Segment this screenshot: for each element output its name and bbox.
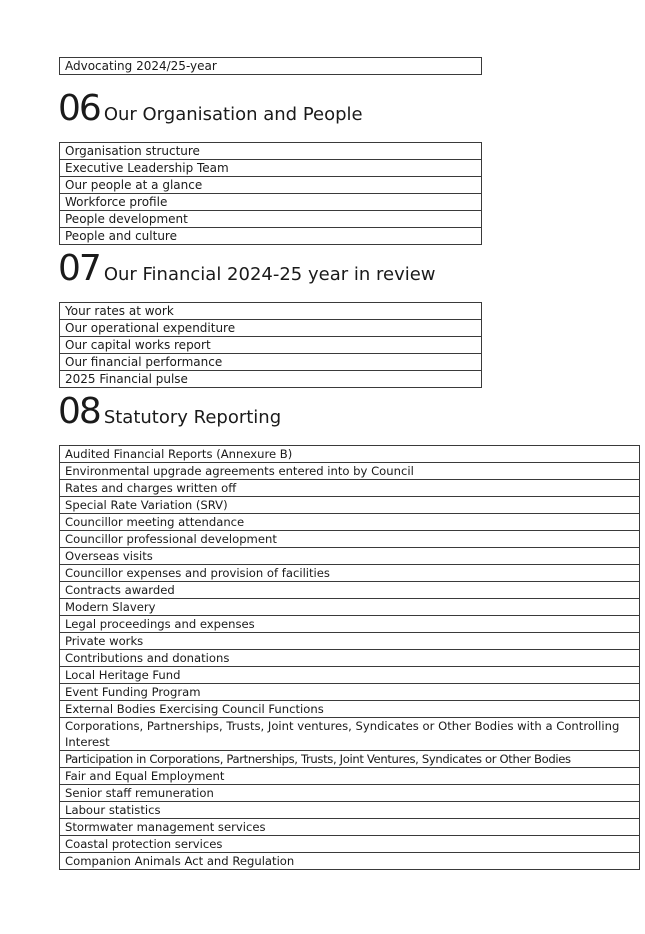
table-cell: Contributions and donations (60, 650, 640, 667)
section-title: Our Financial 2024-25 year in review (103, 264, 436, 285)
table-cell: Private works (60, 633, 640, 650)
table-cell: Corporations, Partnerships, Trusts, Joint ventures, Syndicates or Other Bodies with a Controlling Interest (60, 718, 640, 751)
table-cell: Advocating 2024/25-year (60, 58, 482, 75)
table-cell: Modern Slavery (60, 599, 640, 616)
table-cell: Contracts awarded (60, 582, 640, 599)
table-row (60, 616, 640, 633)
table-cell: Event Funding Program (60, 684, 640, 701)
intro-table (59, 57, 482, 75)
table-cell: Local Heritage Fund (60, 667, 640, 684)
table-cell: People and culture (60, 228, 482, 245)
section-title: Our Organisation and People (103, 104, 363, 125)
table-row (60, 751, 640, 768)
table-row (60, 303, 482, 320)
table-cell: Rates and charges written off (60, 480, 640, 497)
table-row (60, 177, 482, 194)
table-cell: Senior staff remuneration (60, 785, 640, 802)
table-row (60, 785, 640, 802)
section-number: 08 (58, 391, 100, 432)
section-title: Statutory Reporting (103, 407, 282, 428)
table-cell: Labour statistics (60, 802, 640, 819)
table-cell: Organisation structure (60, 143, 482, 160)
table-cell: Our people at a glance (60, 177, 482, 194)
table-cell: Environmental upgrade agreements entered into by Council (60, 463, 640, 480)
table-row (60, 160, 482, 177)
section-heading-07 (58, 250, 436, 288)
table-row (60, 194, 482, 211)
table-cell: Your rates at work (60, 303, 482, 320)
table-row (60, 337, 482, 354)
table-row (60, 836, 640, 853)
table-cell: Overseas visits (60, 548, 640, 565)
table-cell: Our financial performance (60, 354, 482, 371)
table-row (60, 463, 640, 480)
section-08-table (59, 445, 640, 870)
table-cell: Participation in Corporations, Partnerships, Trusts, Joint Ventures, Syndicates or Other Bodies (60, 751, 640, 768)
table-row (60, 633, 640, 650)
table-cell: Legal proceedings and expenses (60, 616, 640, 633)
table-row (60, 599, 640, 616)
table-row (60, 143, 482, 160)
table-cell: Workforce profile (60, 194, 482, 211)
table-cell: Companion Animals Act and Regulation (60, 853, 640, 870)
section-number: 07 (58, 248, 100, 289)
section-heading-06 (58, 90, 363, 128)
table-cell: Our operational expenditure (60, 320, 482, 337)
table-cell: Councillor expenses and provision of facilities (60, 565, 640, 582)
table-cell: Coastal protection services (60, 836, 640, 853)
table-row (60, 667, 640, 684)
section-07-table (59, 302, 482, 388)
table-row (60, 320, 482, 337)
table-cell: Audited Financial Reports (Annexure B) (60, 446, 640, 463)
table-row (60, 650, 640, 667)
table-row (60, 228, 482, 245)
table-row (60, 582, 640, 599)
table-cell: People development (60, 211, 482, 228)
table-row (60, 565, 640, 582)
table-row (60, 58, 482, 75)
table-row (60, 802, 640, 819)
table-cell: Councillor professional development (60, 531, 640, 548)
table-row (60, 371, 482, 388)
table-row (60, 531, 640, 548)
table-row (60, 768, 640, 785)
table-row (60, 718, 640, 751)
table-row (60, 514, 640, 531)
table-row (60, 497, 640, 514)
table-row (60, 446, 640, 463)
table-row (60, 684, 640, 701)
table-cell: Stormwater management services (60, 819, 640, 836)
table-cell: External Bodies Exercising Council Functions (60, 701, 640, 718)
table-cell: Fair and Equal Employment (60, 768, 640, 785)
table-row (60, 354, 482, 371)
table-cell: Special Rate Variation (SRV) (60, 497, 640, 514)
table-row (60, 853, 640, 870)
table-row (60, 701, 640, 718)
section-06-table (59, 142, 482, 245)
table-cell: 2025 Financial pulse (60, 371, 482, 388)
section-number: 06 (58, 88, 100, 129)
table-cell: Executive Leadership Team (60, 160, 482, 177)
table-row (60, 480, 640, 497)
table-row (60, 548, 640, 565)
table-cell: Councillor meeting attendance (60, 514, 640, 531)
section-heading-08 (58, 393, 281, 431)
table-row (60, 211, 482, 228)
table-cell: Our capital works report (60, 337, 482, 354)
table-row (60, 819, 640, 836)
